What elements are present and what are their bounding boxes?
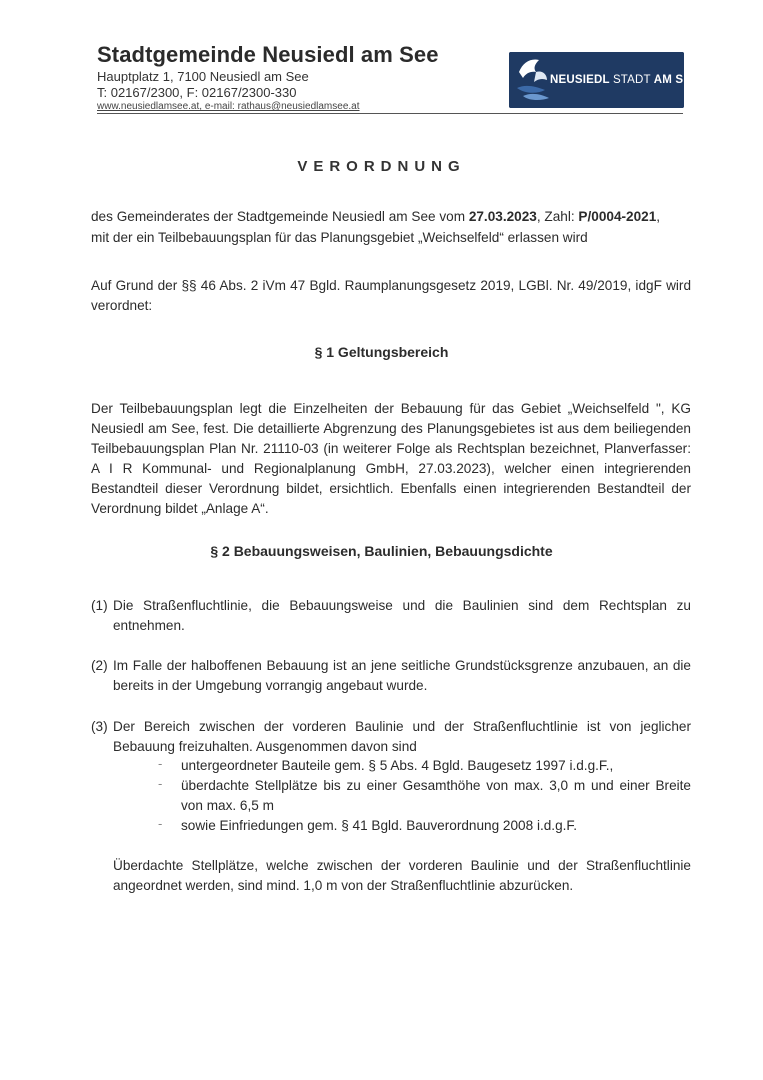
section-1-heading: § 1 Geltungsbereich <box>314 344 449 360</box>
paragraph-2-number: (2) <box>91 658 108 673</box>
list-bullet: - <box>158 776 163 791</box>
list-item: untergeordneter Bauteile gem. § 5 Abs. 4 Bgld. Baugesetz 1997 i.d.g.F., <box>181 758 614 773</box>
web-email-line: www.neusiedlamsee.at, e-mail: rathaus@neusiedlamsee.at <box>97 101 360 112</box>
list-item: sowie Einfriedungen gem. § 41 Bgld. Bauverordnung 2008 i.d.g.F. <box>181 818 577 833</box>
session-date: 27.03.2023 <box>468 209 537 224</box>
header-divider <box>97 113 683 114</box>
address-line: Hauptplatz 1, 7100 Neusiedl am See <box>97 69 309 84</box>
intro-line-1: des Gemeinderates der Stadtgemeinde Neusiedl am See vom 27.03.2023, Zahl: P/0004-2021, <box>91 209 661 224</box>
document-title: VERORDNUNG <box>297 158 466 175</box>
intro-line-2: mit der ein Teilbebauungsplan für das Planungsgebiet „Weichselfeld“ erlassen wird <box>91 230 588 245</box>
logo-wordmark: NEUSIEDL STADT AM SEE <box>550 74 700 86</box>
list-bullet: - <box>158 756 163 771</box>
list-bullet: - <box>158 816 163 831</box>
section-1-text: Der Teilbebauungsplan legt die Einzelheiten der Bebauung für das Gebiet „Weichselfeld ", KG Neusiedl am See, fest. Die detaillierte Abgrenzung des Planungsgebietes ist aus dem beiliegenden Teilbebauungsplan Plan Nr. 21110-03 (in weiterer Folge als Rechtsplan bezeichnet, Planverfasser: A I R Kommunal- und Regionalplanung GmbH, 27.03.2023), welcher einen integrierenden Bestandteil dieser Verordnung bildet, ersichtlich. Ebenfalls einen integrierenden Bestandteil der Verordnung bildet „Anlage A“. <box>91 401 691 516</box>
phone-fax-line: T: 02167/2300, F: 02167/2300-330 <box>97 85 297 100</box>
paragraph-3-text: Der Bereich zwischen der vorderen Baulinie und der Straßenfluchtlinie ist von jeglicher Bebauung freizuhalten. Ausgenommen davon sind <box>113 719 691 754</box>
list-item: überdachte Stellplätze bis zu einer Gesamthöhe von max. 3,0 m und einer Breite von max. 6,5 m <box>181 778 691 813</box>
section-2-heading: § 2 Bebauungsweisen, Baulinien, Bebauungsdichte <box>210 543 553 559</box>
paragraph-1-number: (1) <box>91 598 108 613</box>
paragraph-1-text: Die Straßenfluchtlinie, die Bebauungsweise und die Baulinien sind dem Rechtsplan zu entnehmen. <box>113 598 691 633</box>
paragraph-2-text: Im Falle der halboffenen Bebauung ist an jene seitliche Grundstücksgrenze anzubauen, an die bereits in der Umgebung vorrangig angebaut wurde. <box>113 658 691 693</box>
legal-basis: Auf Grund der §§ 46 Abs. 2 iVm 47 Bgld. Raumplanungsgesetz 2019, LGBl. Nr. 49/2019, idgF wird verordnet: <box>91 278 691 313</box>
organization-name: Stadtgemeinde Neusiedl am See <box>97 42 439 67</box>
closing-paragraph: Überdachte Stellplätze, welche zwischen der vorderen Baulinie und der Straßenfluchtlinie angeordnet werden, sind mind. 1,0 m von der Straßenfluchtlinie abzurücken. <box>113 858 691 893</box>
reference-number: P/0004-2021 <box>578 209 657 224</box>
paragraph-3-number: (3) <box>91 719 108 734</box>
